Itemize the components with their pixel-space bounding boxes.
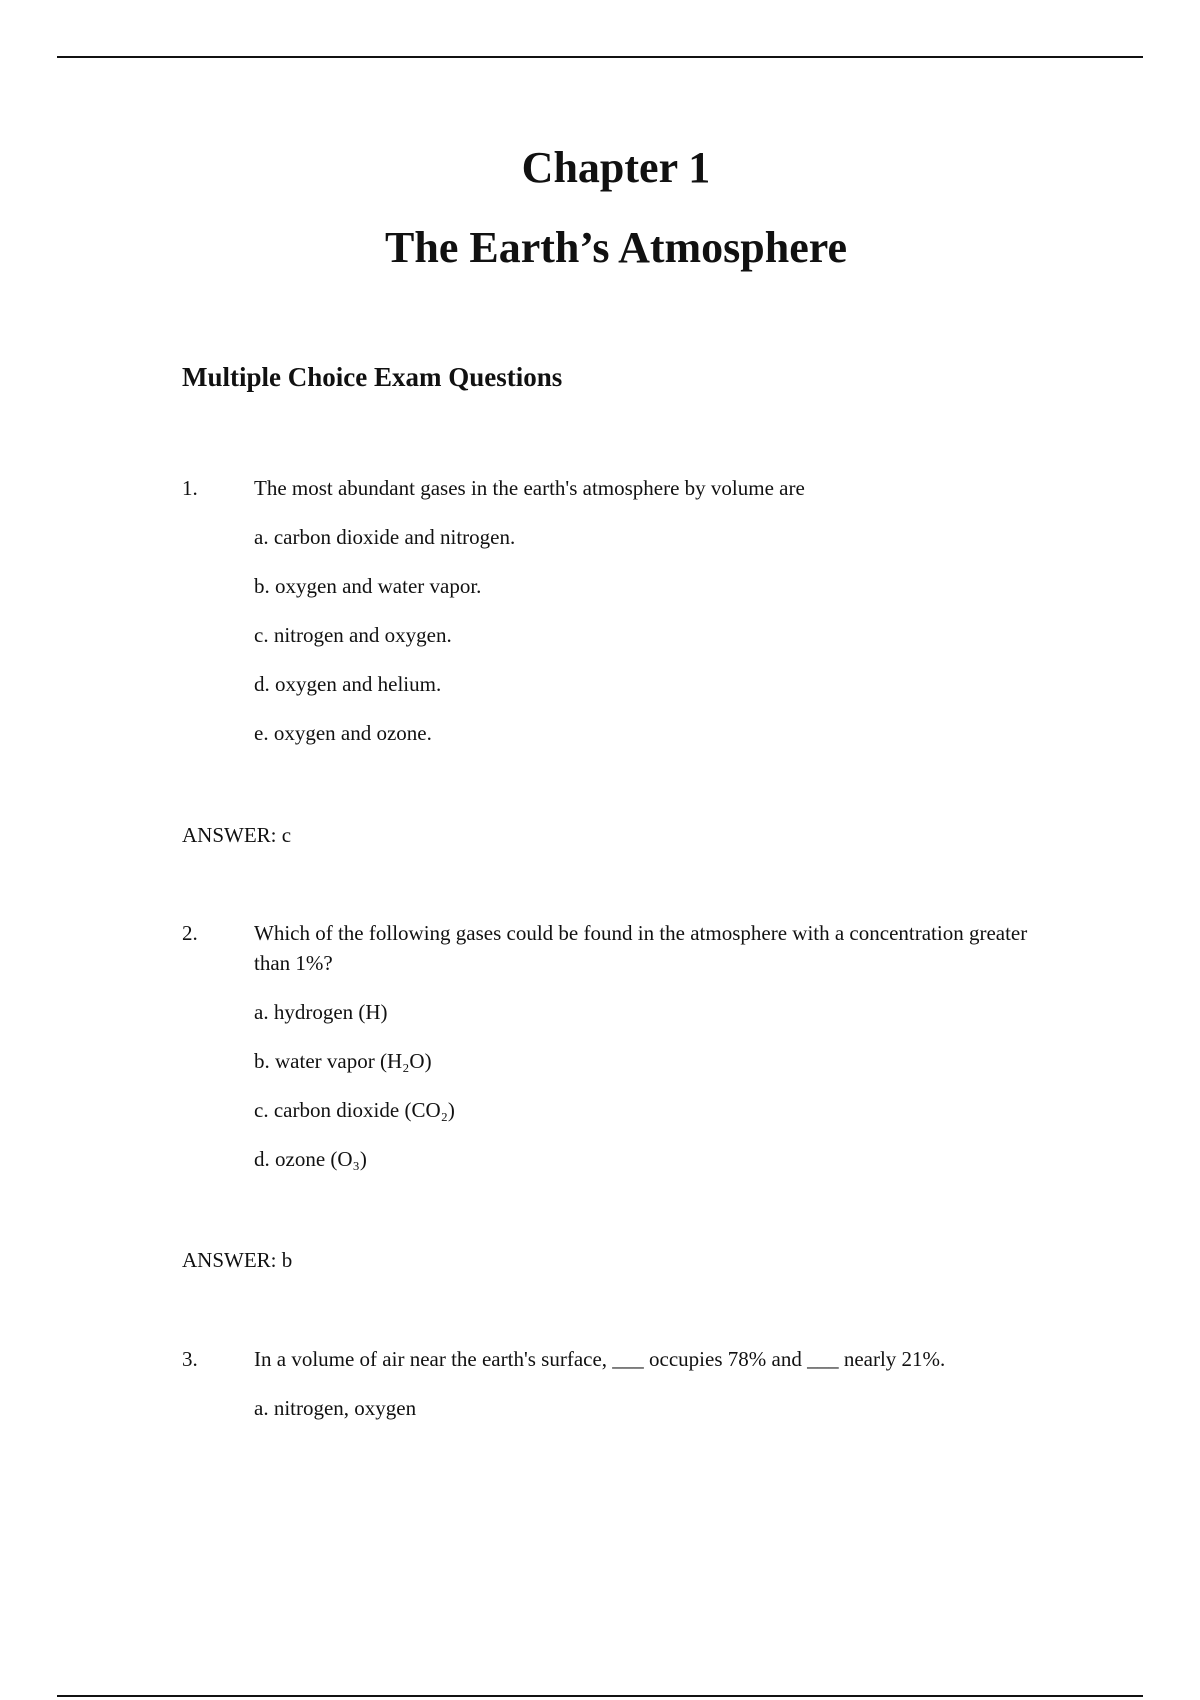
option: d. ozone (O₃) [254,1147,367,1171]
question-number: 2. [182,921,198,945]
question-number: 3. [182,1347,198,1371]
chapter-title: Chapter 1 [521,143,711,192]
question-number: 1. [182,476,198,500]
question-stem: The most abundant gases in the earth's atmosphere by volume are [254,476,805,500]
chapter-subtitle: The Earth’s Atmosphere [385,223,847,272]
answer-1: ANSWER: c [182,823,292,847]
option: e. oxygen and ozone. [254,721,432,745]
option: c. carbon dioxide (CO₂) [254,1098,455,1122]
option: a. carbon dioxide and nitrogen. [254,525,516,549]
option: d. oxygen and helium. [254,672,442,696]
option: b. oxygen and water vapor. [254,574,482,598]
answer-2: ANSWER: b [182,1248,293,1272]
option: a. nitrogen, oxygen [254,1396,417,1420]
option: b. water vapor (H₂O) [254,1049,432,1073]
question-2 [182,918,1062,1174]
section-heading: Multiple Choice Exam Questions [182,362,563,392]
top-rule [57,56,1143,58]
question-3 [182,1344,1062,1423]
option: c. nitrogen and oxygen. [254,623,452,647]
option: a. hydrogen (H) [254,1000,388,1024]
question-1 [182,473,1062,748]
bottom-rule [57,1695,1143,1697]
question-stem: Which of the following gases could be found in the atmosphere with a concentration greater than 1%? [254,921,1028,975]
question-stem: In a volume of air near the earth's surface, ___ occupies 78% and ___ nearly 21%. [254,1347,946,1371]
